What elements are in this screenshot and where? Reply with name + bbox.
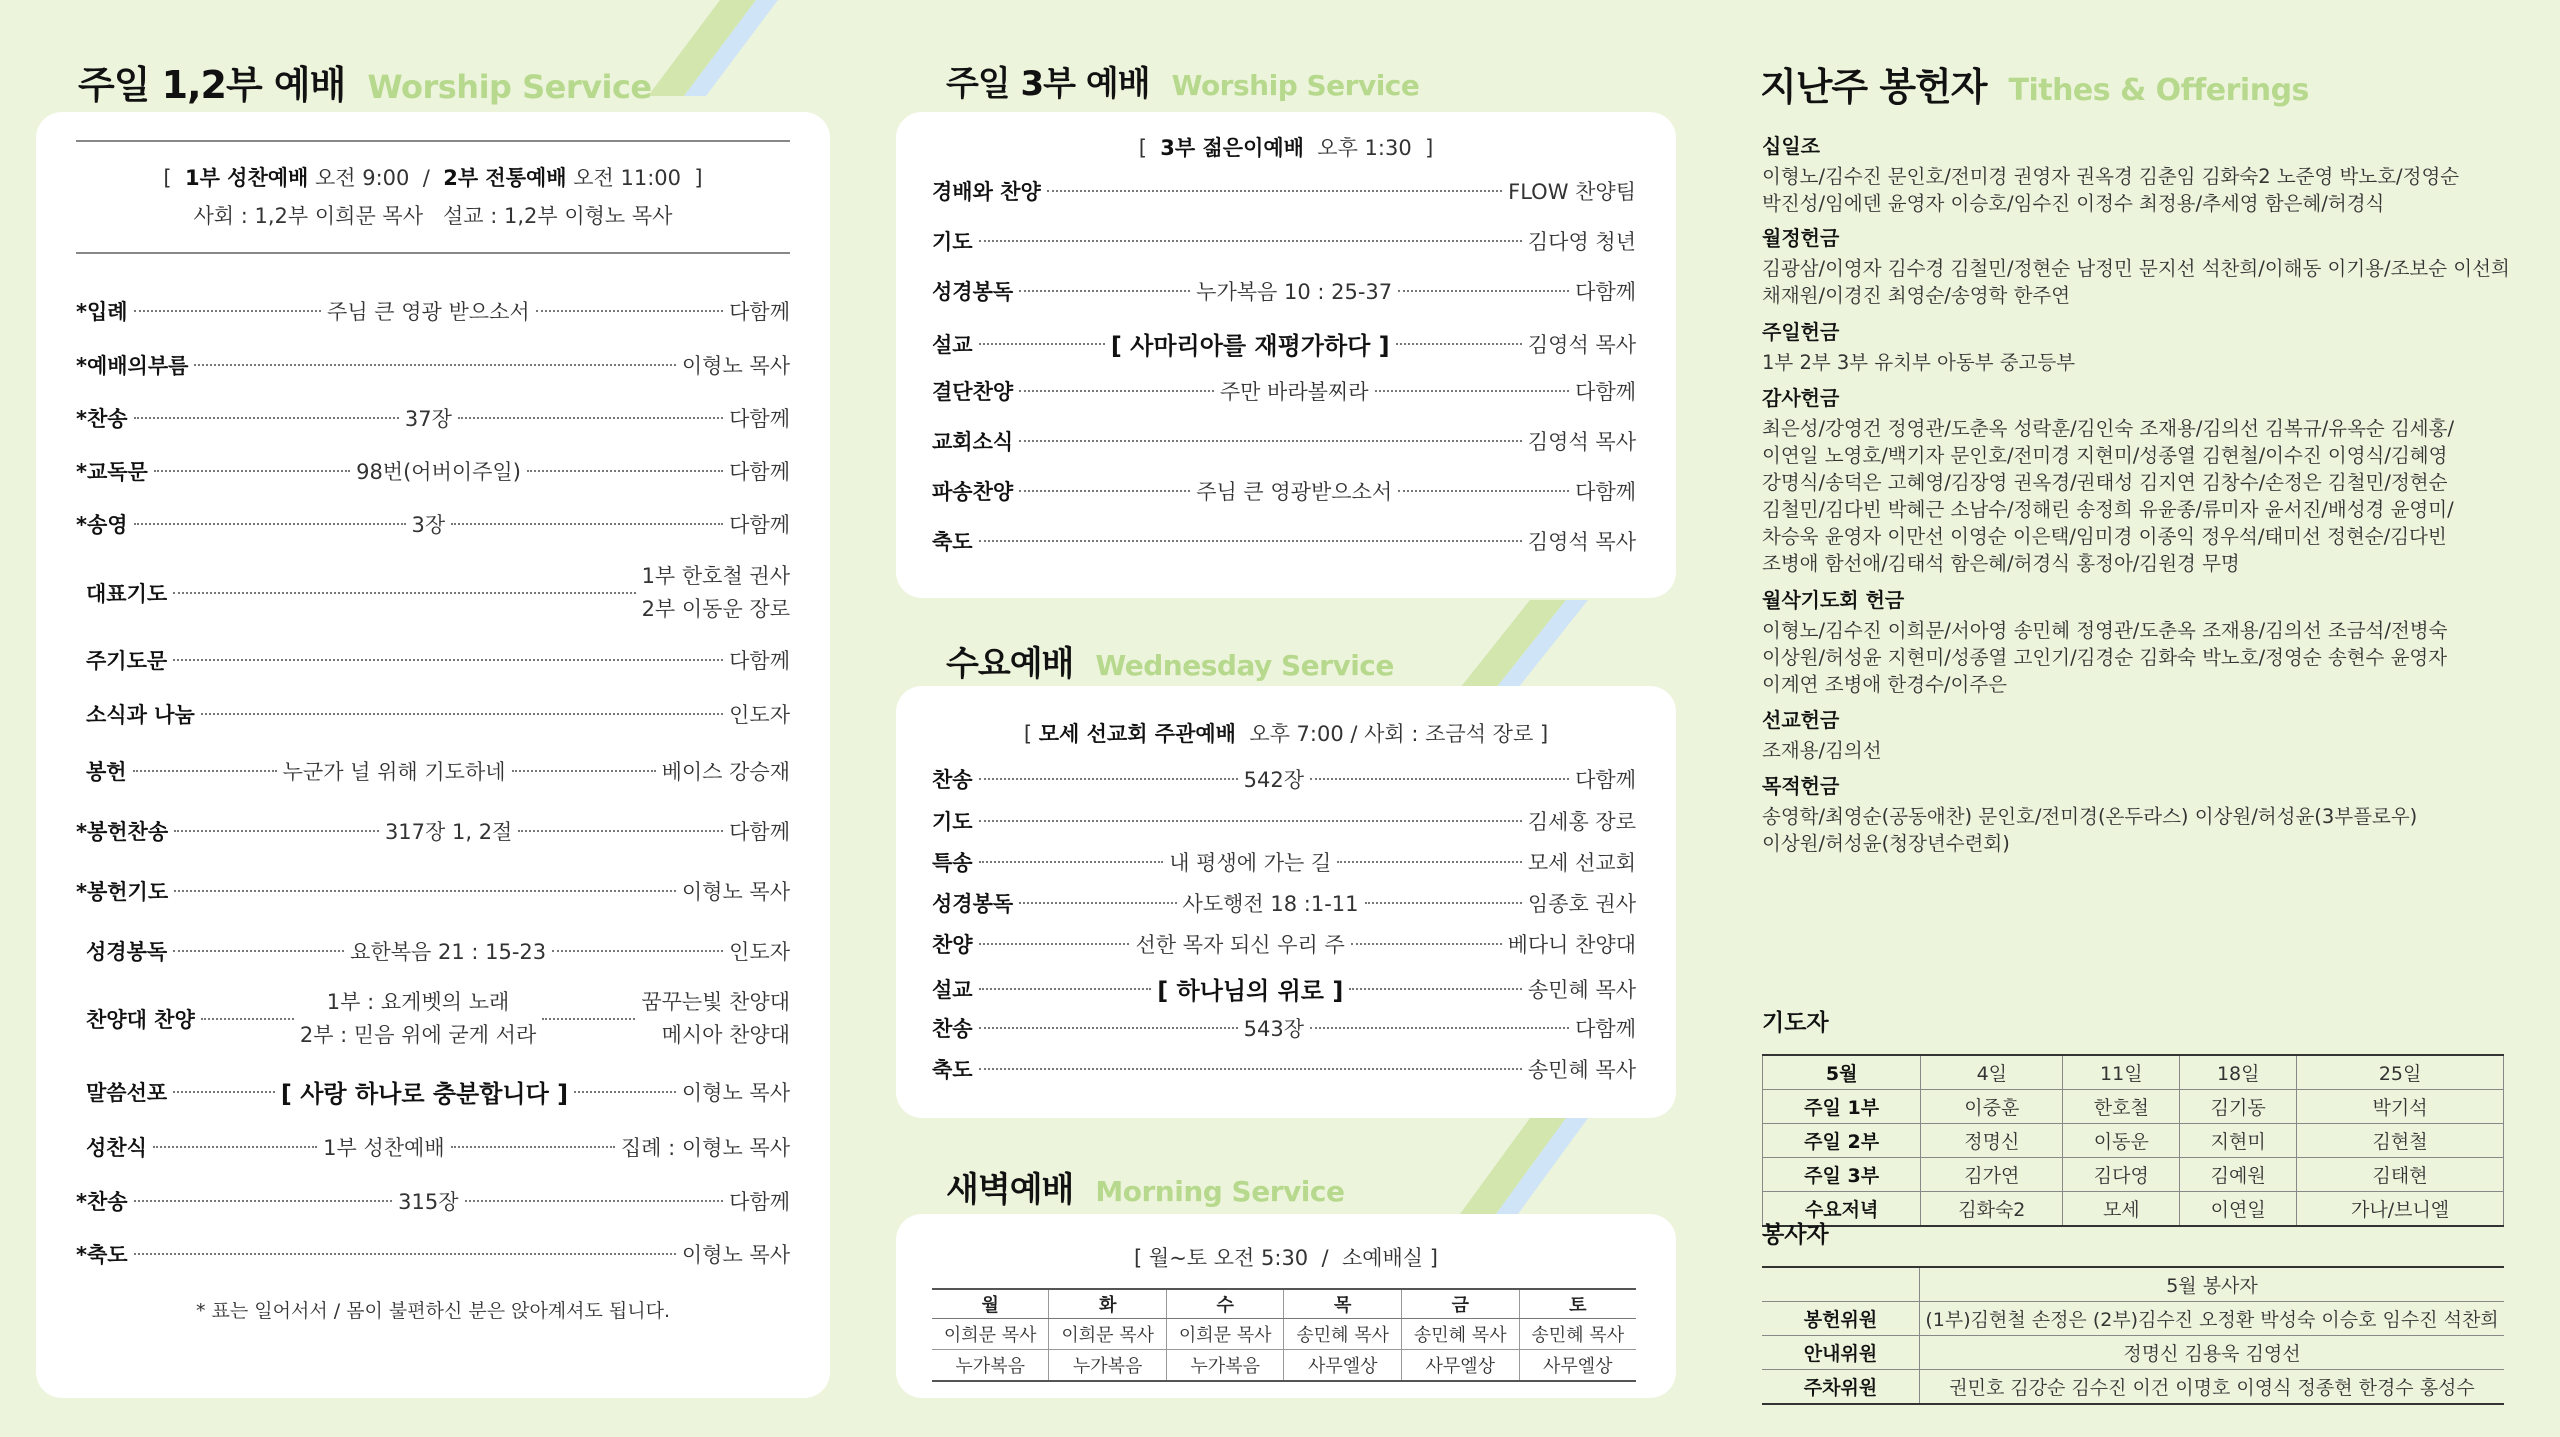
morning-card: [896, 1214, 1676, 1398]
day-cell: 수: [1166, 1289, 1284, 1319]
book-cell: 사무엘상: [1402, 1350, 1520, 1382]
order-row: 찬송 542장 다함께: [932, 768, 1636, 792]
book-cell: 누가복음: [1049, 1350, 1167, 1382]
order-row: 봉헌 누군가 널 위해 기도하네 베이스 강승재: [86, 760, 790, 784]
prayer-title: 기도자: [1762, 1010, 1829, 1036]
day-cell: 화: [1049, 1289, 1167, 1319]
morning-table: [932, 1288, 1636, 1382]
order-row: 축도 송민혜 목사: [932, 1058, 1636, 1082]
divider-bottom: [76, 252, 790, 254]
sunday12-title-en: Worship Service: [367, 68, 652, 106]
wednesday-title-ko: 수요예배: [946, 644, 1074, 684]
prayer-cell: 이연일: [2180, 1192, 2297, 1227]
servants-names: 권민호 김강순 김수진 이건 이명호 이영식 정종현 한경수 홍성수: [1920, 1370, 2505, 1405]
order-row: 기도 김세홍 장로: [932, 810, 1636, 834]
servants-role: 안내위원: [1762, 1336, 1920, 1370]
order-row: 주기도문 다함께: [86, 649, 790, 673]
order-row: *찬송 315장 다함께: [76, 1190, 791, 1214]
book-cell: 사무엘상: [1284, 1350, 1402, 1382]
prayer-cell: 김기동: [2180, 1090, 2297, 1124]
footnote: * 표는 일어서서 / 몸이 불편하신 분은 앉아계셔도 됩니다.: [195, 1300, 671, 1322]
order-row: 축도 김영석 목사: [932, 530, 1636, 554]
order-row: 찬양 선한 목자 되신 우리 주 베다니 찬양대: [932, 933, 1637, 957]
order-row: 설교 [ 하나님의 위로 ] 송민혜 목사: [932, 977, 1637, 1005]
servants-title: 봉사자: [1762, 1222, 1829, 1248]
prayer-cell: 이중훈: [1921, 1090, 2063, 1124]
leader-cell: 이희문 목사: [932, 1319, 1049, 1350]
order-row: *교독문 98번(어버이주일) 다함께: [76, 460, 790, 484]
leader-cell: 이희문 목사: [1049, 1319, 1167, 1350]
order-row: *예배의부름 이형노 목사: [76, 354, 790, 378]
prayer-header-cell: 11일: [2063, 1055, 2180, 1090]
prayer-cell: 김현철: [2297, 1124, 2504, 1158]
order-row: 말씀선포 [ 사랑 하나로 충분합니다 ] 이형노 목사: [86, 1080, 790, 1108]
order-row: *송영 3장 다함께: [76, 513, 791, 537]
offerings-title-en: Tithes & Offerings: [2008, 73, 2309, 108]
prayer-table: [1762, 1054, 2504, 1227]
prayer-header-cell: 25일: [2297, 1055, 2504, 1090]
order-row: 대표기도 1부 한호철 권사 2부 이동운 장로: [86, 564, 790, 621]
morning-title: [946, 1162, 1344, 1211]
wednesday-title-en: Wednesday Service: [1095, 649, 1394, 682]
prayer-row-label: 주일 1부: [1763, 1090, 1921, 1124]
servants-role: 주차위원: [1762, 1370, 1920, 1405]
wednesday-card: [896, 686, 1676, 1118]
order-row: 성경봉독 사도행전 18 :1-11 임종호 권사: [932, 892, 1636, 916]
sunday3-title-en: Worship Service: [1171, 69, 1420, 102]
prayer-row-label: 수요저녁: [1763, 1192, 1921, 1227]
servants-names: 정명신 김용욱 김영선: [1920, 1336, 2505, 1370]
order-row: *축도 이형노 목사: [76, 1243, 790, 1267]
day-cell: 토: [1519, 1289, 1636, 1319]
offering-group: 선교헌금 조재용/김의선: [1762, 708, 1882, 762]
offering-group: 월삭기도회 헌금 이형노/김수진 이희문/서아영 송민혜 정영관/도춘옥 조재용/김의선 조금석/전병숙 이상원/허성윤 지현미/성종열 고인기/김경순 김화숙 박노호/정영순 송현수 윤영자 이계연 조병애 한경수/이주은: [1762, 588, 2448, 696]
order-row: 결단찬양 주만 바라볼찌라 다함께: [932, 380, 1637, 404]
prayer-cell: 가나/브니엘: [2297, 1192, 2504, 1227]
servants-role: 봉헌위원: [1762, 1302, 1920, 1336]
offering-group: 주일헌금 1부 2부 3부 유치부 아동부 중고등부: [1762, 320, 2076, 374]
prayer-header-cell: 18일: [2180, 1055, 2297, 1090]
order-row: 찬양대 찬양 1부 : 요게벳의 노래 2부 : 믿음 위에 굳게 서라 꿈꾸는빛 찬양대 메시아 찬양대: [86, 990, 791, 1047]
offerings-list: [1762, 130, 2522, 855]
sunday12-header-line2: 사회 : 1,2부 이희문 목사 설교 : 1,2부 이형노 목사: [193, 204, 673, 228]
order-row: *봉헌기도 이형노 목사: [76, 880, 790, 904]
book-cell: 사무엘상: [1519, 1350, 1636, 1382]
offerings-title: [1760, 56, 2309, 111]
sunday3-title-ko: 주일 3부 예배: [946, 64, 1150, 104]
servants-names: (1부)김현철 손정은 (2부)김수진 오정환 박성숙 이승호 임수진 석찬희: [1920, 1302, 2505, 1336]
order-row: 경배와 찬양 FLOW 찬양팀: [932, 180, 1636, 204]
morning-header: [ 월~토 오전 5:30 / 소예배실 ]: [1134, 1246, 1438, 1270]
morning-title-en: Morning Service: [1095, 1175, 1345, 1208]
prayer-cell: 정명신: [1921, 1124, 2063, 1158]
prayer-cell: 김태현: [2297, 1158, 2504, 1192]
servants-header-cell: 5월 봉사자: [1920, 1267, 2505, 1302]
sunday3-title: [946, 56, 1419, 105]
offering-group: 감사헌금 최은성/강영건 정영관/도춘옥 성락훈/김인숙 조재용/김의선 김복규/유옥순 김세홍/ 이연일 노영호/백기자 문인호/전미경 지현미/성종열 김현철/이수진 이영식/김혜영 강명식/송덕은 고혜영/김장영 권옥경/권태성 김지연 김창수/손정은 김철민/정현순 김철민/김다빈 박혜근 소남수/정해린 송정희 유윤종/류미자 윤서진/배성경 윤영미/ 차승욱 윤영자 이만선 이영순 이은택/임미경 이종익 정우석/태미선 정현순/김다빈 조병애 함선애/김태석 함은혜/허경식 홍정아/김원경 무명: [1762, 386, 2455, 575]
order-row: 성찬식 1부 성찬예배 집례 : 이형노 목사: [86, 1136, 790, 1160]
servants-header-empty: [1762, 1267, 1920, 1302]
prayer-cell: 김다영: [2063, 1158, 2180, 1192]
offering-group: 목적헌금 송영학/최영순(공동애찬) 문인호/전미경(온두라스) 이상원/허성윤(3부플로우) 이상원/허성윤(청장년수련회): [1762, 774, 2418, 855]
day-cell: 목: [1284, 1289, 1402, 1319]
prayer-cell: 김화숙2: [1921, 1192, 2063, 1227]
servants-table: [1762, 1266, 2504, 1405]
offering-group: 십일조 이형노/김수진 문인호/전미경 권영자 권옥경 김춘임 김화숙2 노준영 박노호/정영순 박진성/임에덴 윤영자 이승호/임수진 이정수 최정용/추세영 함은혜/허경식: [1762, 134, 2460, 215]
leader-cell: 송민혜 목사: [1402, 1319, 1520, 1350]
order-row: 성경봉독 누가복음 10 : 25-37 다함께: [932, 280, 1637, 304]
divider-top: [76, 140, 790, 142]
order-row: 성경봉독 요한복음 21 : 15-23 인도자: [86, 940, 791, 964]
leader-cell: 송민혜 목사: [1519, 1319, 1636, 1350]
day-cell: 금: [1402, 1289, 1520, 1319]
book-cell: 누가복음: [932, 1350, 1049, 1382]
leader-cell: 이희문 목사: [1166, 1319, 1284, 1350]
offerings-title-ko: 지난주 봉헌자: [1760, 65, 1987, 109]
wednesday-title: [946, 636, 1394, 685]
offering-group: 월정헌금 김광삼/이영자 김수경 김철민/정현순 남정민 문지선 석찬희/이해동 이기용/조보순 이선희 채재원/이경진 최영순/송영학 한주연: [1762, 226, 2510, 307]
order-row: 소식과 나눔 인도자: [86, 703, 790, 727]
prayer-cell: 모세: [2063, 1192, 2180, 1227]
order-row: 찬송 543장 다함께: [932, 1017, 1636, 1041]
prayer-cell: 한호철: [2063, 1090, 2180, 1124]
prayer-cell: 지현미: [2180, 1124, 2297, 1158]
order-row: *봉헌찬송 317장 1, 2절 다함께: [76, 820, 790, 844]
order-row: 파송찬양 주님 큰 영광받으소서 다함께: [932, 480, 1637, 504]
wednesday-header: [ 모세 선교회 주관예배 오후 7:00 / 사회 : 조금석 장로 ]: [1023, 722, 1549, 746]
prayer-cell: 김예원: [2180, 1158, 2297, 1192]
book-cell: 누가복음: [1166, 1350, 1284, 1382]
sunday12-title-ko: 주일 1,2부 예배: [78, 63, 346, 107]
sunday3-card: [896, 112, 1676, 598]
prayer-header-cell: 5월: [1763, 1055, 1921, 1090]
order-row: 특송 내 평생에 가는 길 모세 선교회: [932, 851, 1636, 875]
day-cell: 월: [932, 1289, 1049, 1319]
order-row: *입례 주님 큰 영광 받으소서 다함께: [76, 300, 790, 324]
prayer-cell: 이동운: [2063, 1124, 2180, 1158]
order-row: 기도 김다영 청년: [932, 230, 1636, 254]
order-row: 교회소식 김영석 목사: [932, 430, 1636, 454]
prayer-row-label: 주일 2부: [1763, 1124, 1921, 1158]
sunday3-header: [ 3부 젊은이예배 오후 1:30 ]: [1138, 136, 1434, 160]
prayer-header-cell: 4일: [1921, 1055, 2063, 1090]
prayer-cell: 박기석: [2297, 1090, 2504, 1124]
order-row: 설교 [ 사마리아를 재평가하다 ] 김영석 목사: [932, 332, 1636, 360]
morning-title-ko: 새벽예배: [946, 1170, 1074, 1210]
prayer-row-label: 주일 3부: [1763, 1158, 1921, 1192]
leader-cell: 송민혜 목사: [1284, 1319, 1402, 1350]
order-row: *찬송 37장 다함께: [76, 407, 790, 431]
prayer-cell: 김가연: [1921, 1158, 2063, 1192]
sunday12-card: [36, 112, 830, 1398]
sunday12-title: [78, 54, 652, 109]
sunday12-header-line1: [ 1부 성찬예배 오전 9:00 / 2부 전통예배 오전 11:00 ]: [163, 166, 703, 190]
